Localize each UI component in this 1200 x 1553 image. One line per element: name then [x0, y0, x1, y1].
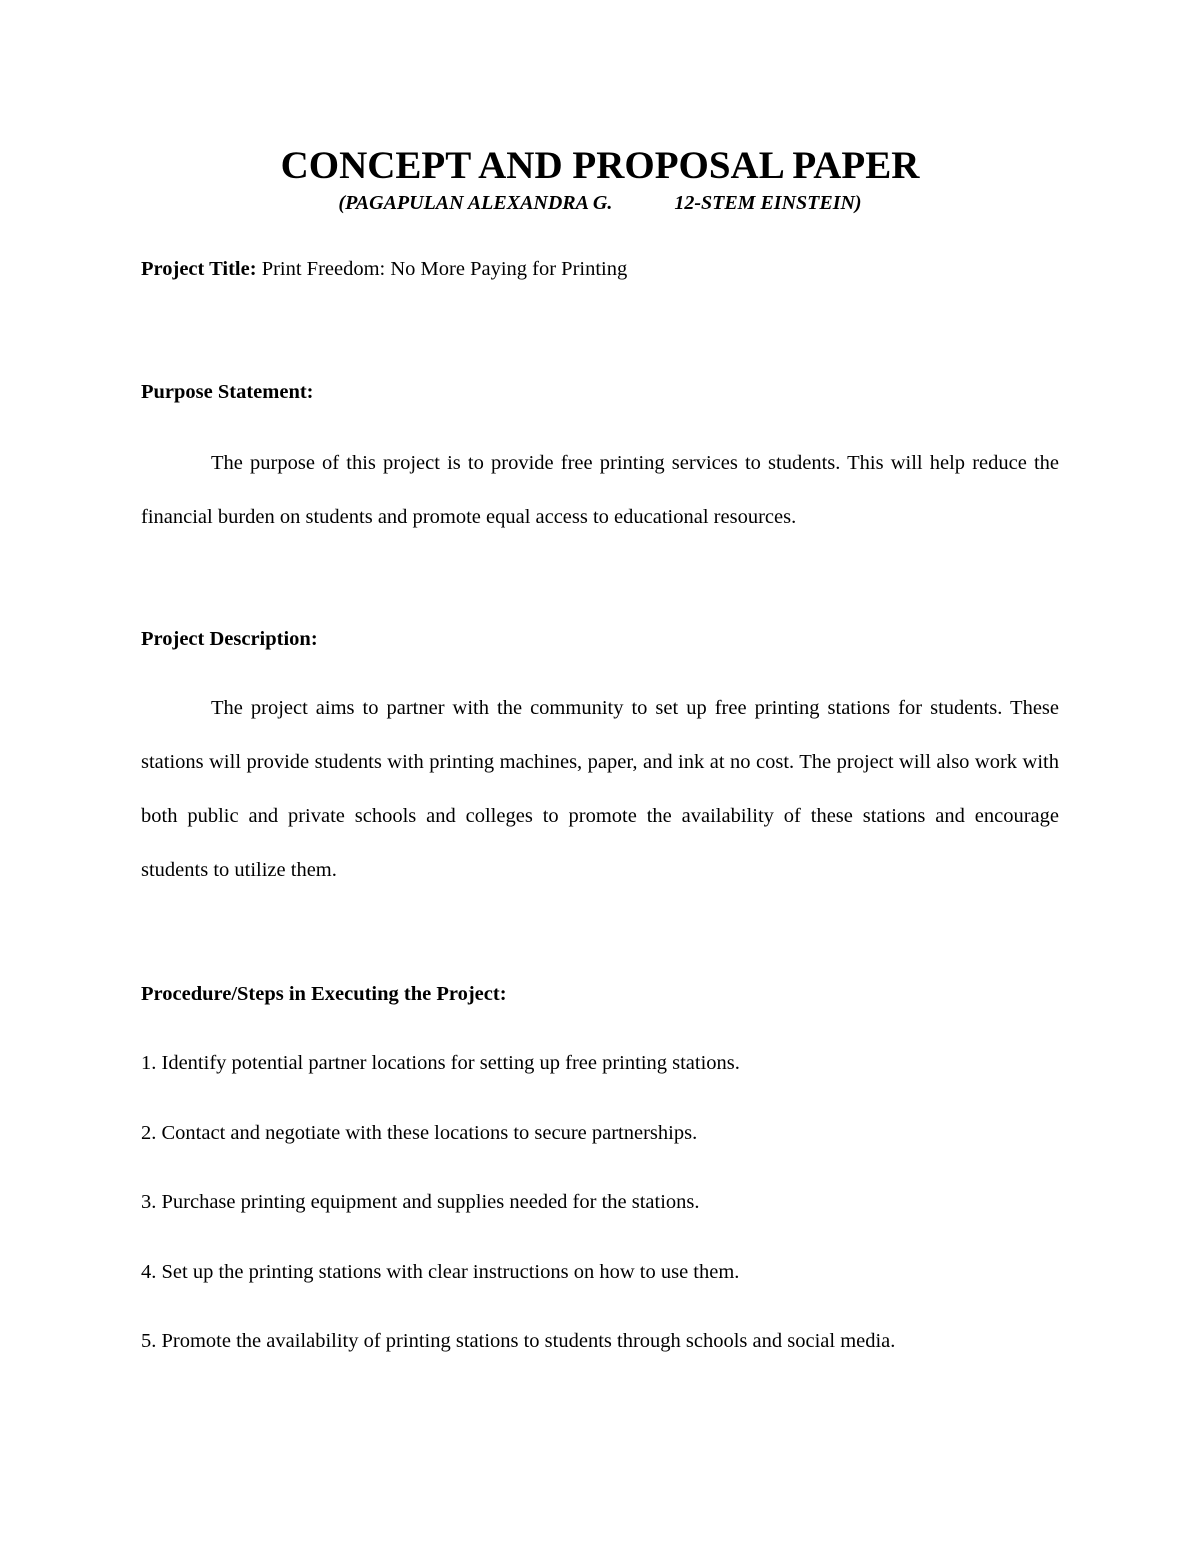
purpose-heading: Purpose Statement: [141, 381, 314, 403]
purpose-paragraph: The purpose of this project is to provide free printing services to students. This will help reduce the financial burden on students and promote equal access to educational resources. [141, 452, 1059, 528]
class-section: 12-STEM EINSTEIN) [674, 192, 862, 214]
procedure-heading: Procedure/Steps in Executing the Project: [141, 983, 507, 1005]
project-title-label: Project Title: [141, 258, 257, 280]
document-title: CONCEPT AND PROPOSAL PAPER [280, 144, 920, 187]
author-name: (PAGAPULAN ALEXANDRA G. [338, 192, 613, 214]
document-subtitle [0, 190, 1200, 216]
step-item: 3. Purchase printing equipment and supplies needed for the stations. [141, 1191, 700, 1213]
step-item: 5. Promote the availability of printing stations to students through schools and social media. [141, 1330, 896, 1352]
project-title-line [141, 255, 1059, 283]
project-title-value: Print Freedom: No More Paying for Printing [261, 258, 628, 280]
description-paragraph: The project aims to partner with the community to set up free printing stations for students. These stations will provide students with printing machines, paper, and ink at no cost. The project will also work with both public and private schools and colleges to promote the availability of these stations and encourage students to utilize them. [141, 697, 1059, 881]
step-item: 2. Contact and negotiate with these locations to secure partnerships. [141, 1122, 698, 1144]
description-heading: Project Description: [141, 628, 318, 650]
step-item: 4. Set up the printing stations with clear instructions on how to use them. [141, 1261, 740, 1283]
step-item: 1. Identify potential partner locations for setting up free printing stations. [141, 1052, 740, 1074]
